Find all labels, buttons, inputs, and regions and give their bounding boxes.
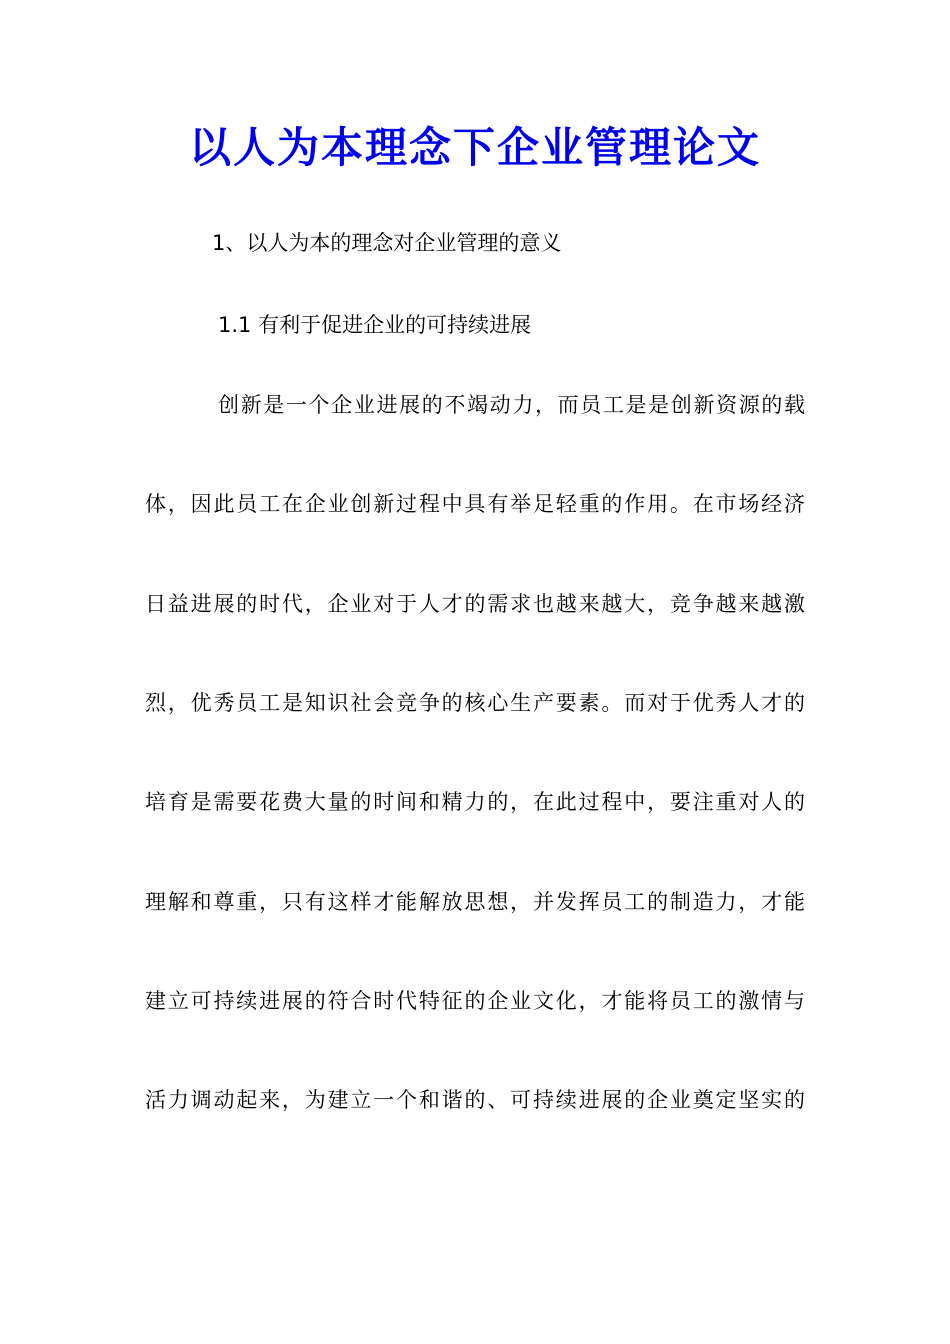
paragraph-line: 理解和尊重，只有这样才能解放思想，并发挥员工的制造力，才能	[145, 890, 805, 914]
paragraph-line: 创新是一个企业进展的不竭动力，而员工是是创新资源的载	[218, 393, 805, 417]
document-title: 以人为本理念下企业管理论文	[188, 123, 761, 172]
paragraph-line: 烈，优秀员工是知识社会竞争的核心生产要素。而对于优秀人才的	[145, 691, 805, 715]
paragraph-line: 培育是需要花费大量的时间和精力的，在此过程中，要注重对人的	[145, 790, 805, 814]
section-heading-1: 1、以人为本的理念对企业管理的意义	[212, 231, 562, 255]
subsection-heading-1-1: 1.1 有利于促进企业的可持续进展	[218, 313, 532, 337]
paragraph-line: 体，因此员工在企业创新过程中具有举足轻重的作用。在市场经济	[145, 492, 805, 516]
paragraph-line: 建立可持续进展的符合时代特征的企业文化，才能将员工的激情与	[145, 989, 805, 1013]
paragraph-line: 活力调动起来，为建立一个和谐的、可持续进展的企业奠定坚实的	[145, 1088, 805, 1112]
paragraph-line: 日益进展的时代，企业对于人才的需求也越来越大，竞争越来越激	[145, 592, 805, 616]
